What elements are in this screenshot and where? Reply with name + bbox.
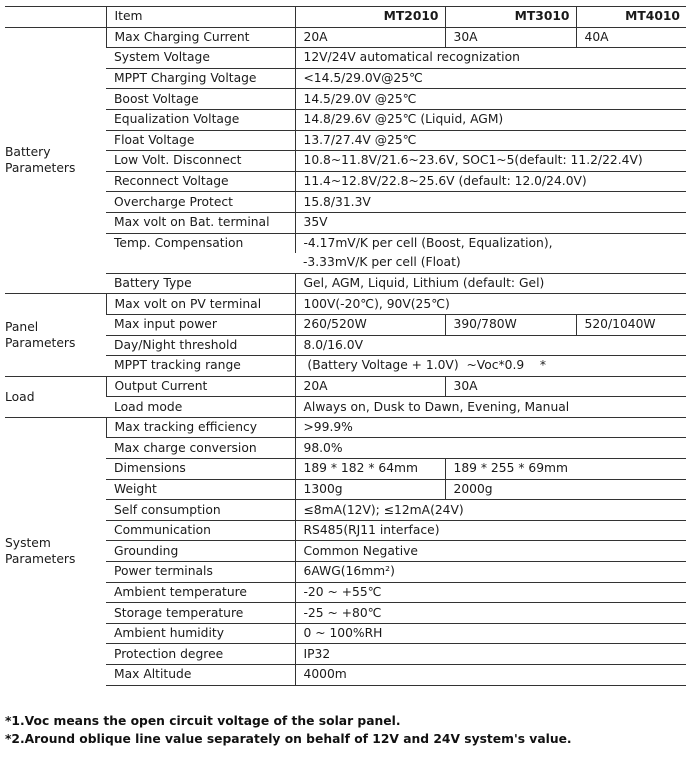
row-label: Communication [106,520,295,541]
table-row [5,520,686,541]
row-label: Overcharge Protect [106,192,295,213]
row-value: 30A [445,376,686,397]
table-row [5,438,686,459]
table-row [5,623,686,644]
row-value: (Battery Voltage + 1.0V) ~Voc*0.9 * [295,356,686,377]
row-label: Protection degree [106,644,295,665]
group-system-parameters: System Parameters [5,417,106,685]
header-blank [5,7,106,28]
table-row [5,273,686,294]
table-row [5,151,686,172]
row-label: Self consumption [106,500,295,521]
table-row [5,171,686,192]
table-row [5,130,686,151]
row-label: Max charge conversion [106,438,295,459]
table-row [5,314,686,335]
row-value: 4000m [295,665,686,686]
table-row [5,212,686,233]
row-value: 1300g [295,479,445,500]
table-row [5,479,686,500]
header-item: Item [106,7,295,28]
row-value: 14.5/29.0V @25℃ [295,89,686,110]
header-model-mt2010: MT2010 [295,7,445,28]
table-row [5,192,686,213]
row-label: MPPT tracking range [106,356,295,377]
row-label: Reconnect Voltage [106,171,295,192]
row-value: -25 ~ +80℃ [295,603,686,624]
table-row [5,109,686,130]
table-row [5,48,686,69]
row-label: Float Voltage [106,130,295,151]
header-row [5,7,686,28]
row-label: Max Altitude [106,665,295,686]
table-row [5,500,686,521]
row-value: 14.8/29.6V @25℃ (Liquid, AGM) [295,109,686,130]
row-value: 13.7/27.4V @25℃ [295,130,686,151]
row-label: Max volt on Bat. terminal [106,212,295,233]
row-value: 20A [295,376,445,397]
row-value: Always on, Dusk to Dawn, Evening, Manual [295,397,686,418]
row-value: 8.0/16.0V [295,335,686,356]
row-value: Common Negative [295,541,686,562]
row-value: 6AWG(16mm²) [295,562,686,583]
row-value: 0 ~ 100%RH [295,623,686,644]
row-label: Max volt on PV terminal [106,294,295,315]
row-value: 15.8/31.3V [295,192,686,213]
row-value: IP32 [295,644,686,665]
row-value: -20 ~ +55℃ [295,582,686,603]
row-value: 2000g [445,479,686,500]
header-model-mt3010: MT3010 [445,7,576,28]
table-row [5,27,686,48]
table-row [5,294,686,315]
row-value: Gel, AGM, Liquid, Lithium (default: Gel) [295,273,686,294]
row-label: Dimensions [106,459,295,480]
row-label: Max Charging Current [106,27,295,48]
table-row [5,644,686,665]
row-value: >99.9% [295,417,686,438]
row-value: 20A [295,27,445,48]
table-row [5,541,686,562]
row-value: ≤8mA(12V); ≤12mA(24V) [295,500,686,521]
row-value: 390/780W [445,314,576,335]
table-row [5,68,686,89]
row-value: 40A [576,27,686,48]
table-row [5,356,686,377]
group-load: Load [5,376,106,417]
row-value: 98.0% [295,438,686,459]
header-model-mt4010: MT4010 [576,7,686,28]
spec-table [5,6,686,686]
row-label: Ambient humidity [106,623,295,644]
row-value: 10.8~11.8V/21.6~23.6V, SOC1~5(default: 11.2/22.4V) [295,151,686,172]
table-row [5,562,686,583]
group-battery-parameters: Battery Parameters [5,27,106,294]
row-label: Storage temperature [106,603,295,624]
table-row [5,665,686,686]
row-label: Temp. Compensation [106,233,295,273]
footnote-1: *1.Voc means the open circuit voltage of the solar panel. [5,714,401,728]
row-label: Battery Type [106,273,295,294]
table-row [5,417,686,438]
table-row [5,397,686,418]
table-row [5,89,686,110]
table-row [5,603,686,624]
row-label: Equalization Voltage [106,109,295,130]
row-value: 30A [445,27,576,48]
row-label: Max input power [106,314,295,335]
row-label: Weight [106,479,295,500]
footnotes [5,712,572,748]
row-value: 100V(-20℃), 90V(25℃) [295,294,686,315]
row-label: Output Current [106,376,295,397]
row-value: 35V [295,212,686,233]
row-value: 12V/24V automatical recognization [295,48,686,69]
table-row [5,582,686,603]
row-value: 11.4~12.8V/22.8~25.6V (default: 12.0/24.0V) [295,171,686,192]
table-row [5,233,686,253]
row-label: System Voltage [106,48,295,69]
table-row [5,459,686,480]
row-value: <14.5/29.0V@25℃ [295,68,686,89]
row-label: Ambient temperature [106,582,295,603]
row-label: MPPT Charging Voltage [106,68,295,89]
row-label: Power terminals [106,562,295,583]
row-label: Grounding [106,541,295,562]
row-label: Load mode [106,397,295,418]
row-label: Max tracking efficiency [106,417,295,438]
row-value: 189 * 255 * 69mm [445,459,686,480]
row-value: -3.33mV/K per cell (Float) [303,255,461,270]
footnote-2: *2.Around oblique line value separately on behalf of 12V and 24V system's value. [5,732,572,746]
row-value: 520/1040W [576,314,686,335]
table-row [5,335,686,356]
row-label: Low Volt. Disconnect [106,151,295,172]
row-label: Boost Voltage [106,89,295,110]
row-label: Day/Night threshold [106,335,295,356]
row-value: RS485(RJ11 interface) [295,520,686,541]
table-row [5,376,686,397]
group-panel-parameters: Panel Parameters [5,294,106,376]
row-value: 189 * 182 * 64mm [295,459,445,480]
row-value: 260/520W [295,314,445,335]
row-value: -4.17mV/K per cell (Boost, Equalization), [295,233,686,253]
